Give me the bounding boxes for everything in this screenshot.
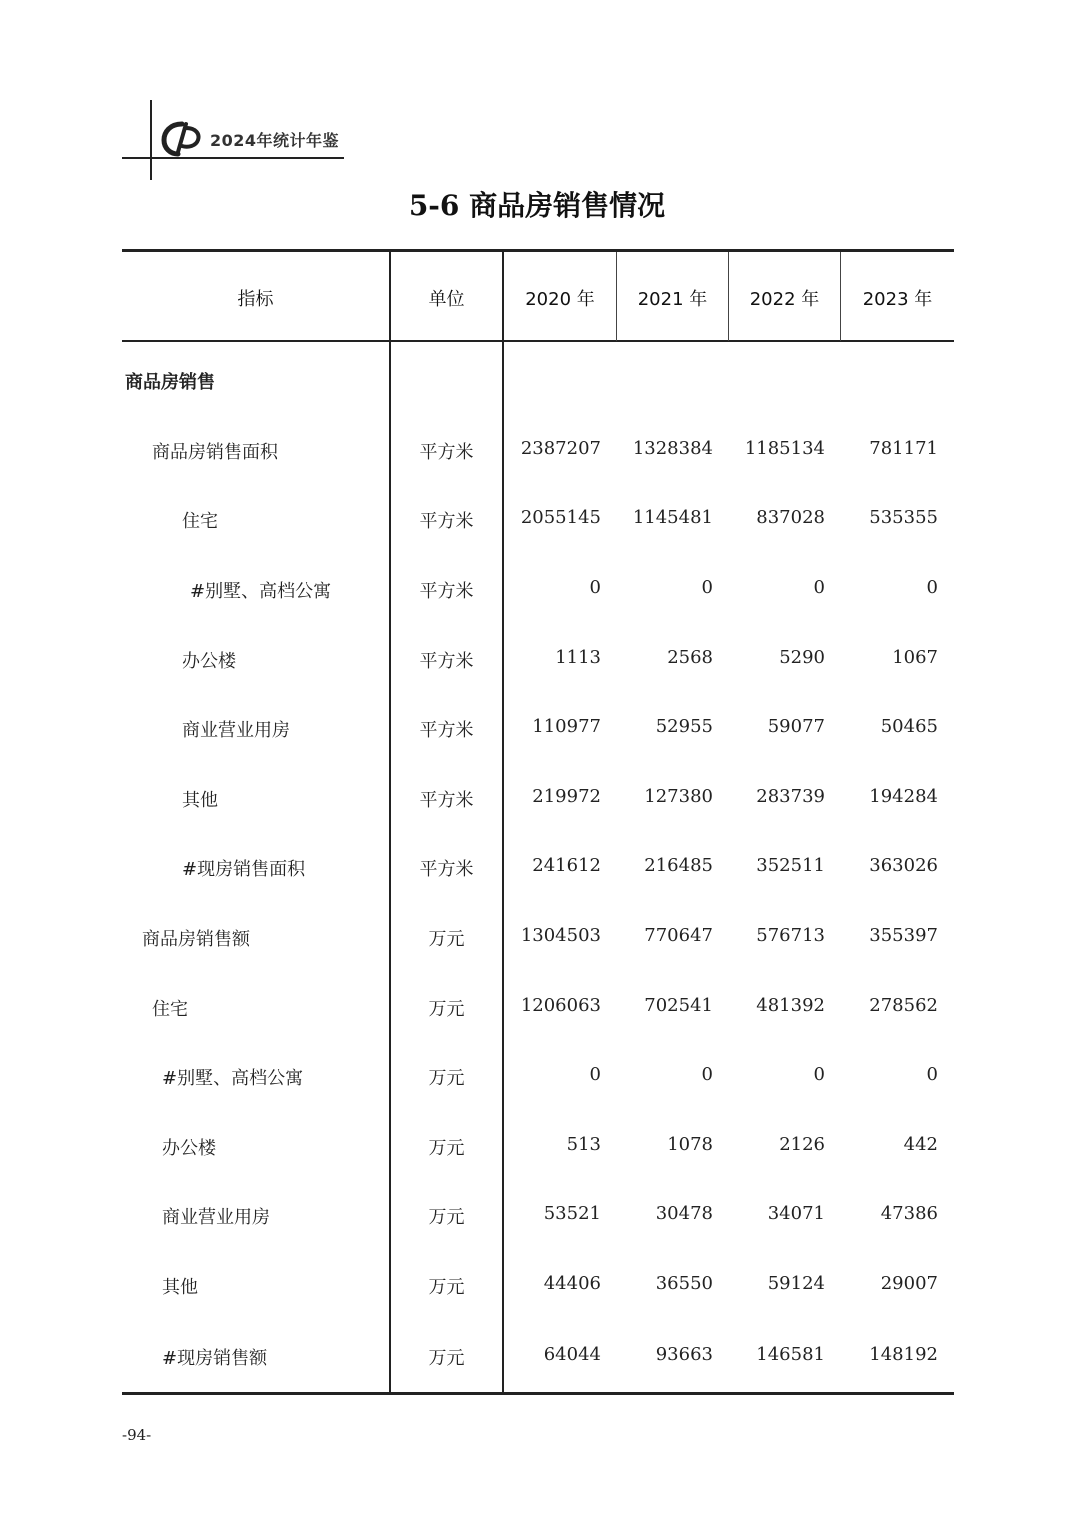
row-value: 1067 [892, 647, 938, 668]
row-label: 办公楼 [162, 1138, 216, 1159]
column-header-2022: 2022 年 [749, 289, 820, 310]
table-row [122, 507, 954, 537]
row-label: 住宅 [182, 511, 218, 532]
row-value: 283739 [756, 786, 825, 807]
row-label: #现房销售面积 [182, 859, 306, 880]
table-row [122, 995, 954, 1025]
row-value: 352511 [756, 855, 825, 876]
row-value: 110977 [532, 716, 601, 737]
table-bottom-rule [122, 1392, 954, 1395]
yearbook-logo-icon [160, 118, 206, 158]
row-value: 0 [589, 1064, 601, 1085]
row-value: 1078 [667, 1134, 713, 1155]
row-unit: 万元 [428, 999, 465, 1020]
row-unit: 万元 [428, 1138, 465, 1159]
table-row [122, 1064, 954, 1094]
row-value: 278562 [869, 995, 938, 1016]
column-header-2023: 2023 年 [862, 289, 933, 310]
table-header-rule [122, 340, 954, 342]
table-row [122, 647, 954, 677]
row-unit: 平方米 [419, 581, 474, 602]
table-row [122, 855, 954, 885]
row-value: 2387207 [520, 438, 601, 459]
row-value: 1328384 [632, 438, 713, 459]
row-value: 93663 [655, 1344, 713, 1365]
row-label: 其他 [162, 1277, 198, 1298]
column-header-indicator: 指标 [237, 289, 274, 310]
row-label: #别墅、高档公寓 [162, 1068, 304, 1089]
row-value: 219972 [532, 786, 601, 807]
row-unit: 平方米 [419, 859, 474, 880]
row-label: 商品房销售面积 [152, 442, 278, 463]
row-value: 216485 [644, 855, 713, 876]
section-label: 商品房销售 [125, 372, 215, 393]
row-value: 1145481 [632, 507, 713, 528]
row-value: 59077 [767, 716, 825, 737]
row-value: 781171 [869, 438, 938, 459]
row-value: 53521 [543, 1203, 601, 1224]
row-value: 146581 [756, 1344, 825, 1365]
column-header-2020: 2020 年 [525, 289, 595, 310]
table-row [122, 1134, 954, 1164]
row-value: 59124 [767, 1273, 825, 1294]
row-unit: 万元 [428, 1207, 465, 1228]
row-unit: 平方米 [419, 790, 474, 811]
row-label: 其他 [182, 790, 218, 811]
row-unit: 平方米 [419, 651, 474, 672]
column-header-unit: 单位 [428, 289, 465, 310]
row-unit: 万元 [428, 1348, 465, 1369]
column-header-2021: 2021 年 [637, 289, 708, 310]
row-value: 44406 [543, 1273, 601, 1294]
row-value: 127380 [644, 786, 713, 807]
row-value: 535355 [869, 507, 938, 528]
row-value: 1206063 [520, 995, 601, 1016]
row-value: 0 [813, 1064, 825, 1085]
row-value: 0 [701, 577, 713, 598]
row-value: 1113 [555, 647, 601, 668]
row-unit: 万元 [428, 929, 465, 950]
row-value: 30478 [655, 1203, 713, 1224]
table-row [122, 1344, 954, 1374]
table-row [122, 716, 954, 746]
row-value: 52955 [655, 716, 713, 737]
row-value: 29007 [880, 1273, 938, 1294]
header-vertical-rule [150, 100, 152, 180]
row-value: 241612 [532, 855, 601, 876]
row-value: 2126 [779, 1134, 825, 1155]
row-value: 64044 [543, 1344, 601, 1365]
table-row [122, 1203, 954, 1233]
row-value: 34071 [767, 1203, 825, 1224]
table-row [122, 925, 954, 955]
row-value: 2568 [667, 647, 713, 668]
yearbook-title: 2024年统计年鉴 [210, 131, 340, 150]
row-label: 商业营业用房 [162, 1207, 270, 1228]
row-value: 0 [926, 1064, 938, 1085]
row-value: 1304503 [520, 925, 601, 946]
row-unit: 万元 [428, 1068, 465, 1089]
row-value: 2055145 [520, 507, 601, 528]
row-value: 837028 [756, 507, 825, 528]
row-value: 0 [701, 1064, 713, 1085]
row-value: 513 [566, 1134, 601, 1155]
page-title: 5-6 商品房销售情况 [408, 189, 666, 222]
row-value: 194284 [869, 786, 938, 807]
row-value: 481392 [756, 995, 825, 1016]
row-label: #别墅、高档公寓 [190, 581, 332, 602]
row-value: 50465 [880, 716, 938, 737]
row-value: 1185134 [744, 438, 825, 459]
row-value: 442 [903, 1134, 938, 1155]
row-value: 355397 [869, 925, 938, 946]
table-row [122, 577, 954, 607]
row-unit: 万元 [428, 1277, 465, 1298]
header-horizontal-rule [122, 157, 344, 159]
row-unit: 平方米 [419, 511, 474, 532]
row-value: 770647 [644, 925, 713, 946]
row-value: 576713 [756, 925, 825, 946]
table-top-rule [122, 249, 954, 252]
row-value: 702541 [644, 995, 713, 1016]
table-row [122, 786, 954, 816]
row-value: 47386 [880, 1203, 938, 1224]
table-row [122, 1273, 954, 1303]
row-label: 商业营业用房 [182, 720, 290, 741]
table-row [122, 438, 954, 468]
row-value: 0 [813, 577, 825, 598]
row-label: 办公楼 [182, 651, 236, 672]
row-value: 0 [926, 577, 938, 598]
row-value: 5290 [779, 647, 825, 668]
row-value: 36550 [655, 1273, 713, 1294]
page-number: -94- [122, 1426, 152, 1444]
row-label: #现房销售额 [162, 1348, 268, 1369]
section-row [122, 368, 954, 398]
row-value: 363026 [869, 855, 938, 876]
row-value: 148192 [869, 1344, 938, 1365]
row-unit: 平方米 [419, 442, 474, 463]
row-unit: 平方米 [419, 720, 474, 741]
row-value: 0 [589, 577, 601, 598]
row-label: 商品房销售额 [142, 929, 250, 950]
row-label: 住宅 [152, 999, 188, 1020]
